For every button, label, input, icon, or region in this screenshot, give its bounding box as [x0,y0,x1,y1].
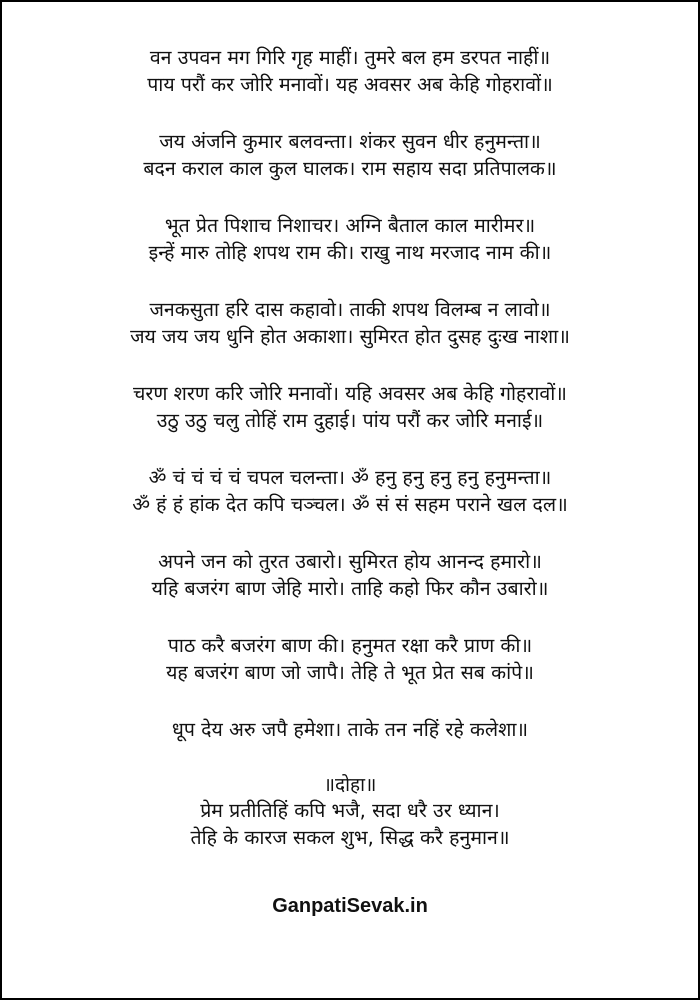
stanza-3 [2,212,698,266]
stanza-9 [2,716,698,743]
stanza-2 [2,128,698,182]
verse-line: चरण शरण करि जोरि मनावों। यहि अवसर अब केहि गोहरावों॥ [133,382,567,405]
stanza-1 [2,44,698,98]
verse-line: उठु उठु चलु तोहिं राम दुहाई। पांय परौं कर जोरि मनाई॥ [156,409,544,432]
site-watermark: GanpatiSevak.in [272,895,428,917]
verse-line: धूप देय अरु जपै हमेशा। ताके तन नहिं रहे कलेशा॥ [171,718,529,741]
verse-line: बदन कराल काल कुल घालक। राम सहाय सदा प्रतिपालक॥ [143,157,557,180]
doha-line: प्रेम प्रतीतिहिं कपि भजै, सदा धरै उर ध्यान। [200,799,500,822]
verse-line: ॐ हं हं हांक देत कपि चञ्चल। ॐ सं सं सहम पराने खल दल॥ [132,493,568,516]
verse-line: भूत प्रेत पिशाच निशाचर। अग्नि बैताल काल मारीमर॥ [164,214,536,237]
verse-line: पाठ करै बजरंग बाण की। हनुमत रक्षा करै प्राण की॥ [167,634,533,657]
stanza-8 [2,632,698,686]
stanza-4 [2,296,698,350]
doha-section [2,773,698,851]
verse-line: अपने जन को तुरत उबारो। सुमिरत होय आनन्द हमारो॥ [158,550,542,573]
verse-line: ॐ चं चं चं चं चपल चलन्ता। ॐ हनु हनु हनु हनु हनुमन्ता॥ [148,466,552,489]
doha-heading: ॥दोहा॥ [323,774,377,796]
verse-line: जय अंजनि कुमार बलवन्ता। शंकर सुवन धीर हनुमन्ता॥ [159,130,541,153]
doha-line: तेहि के कारज सकल शुभ, सिद्ध करै हनुमान॥ [190,826,510,849]
verse-line: यहि बजरंग बाण जेहि मारो। ताहि कहो फिर कौन उबारो॥ [151,577,549,600]
verse-line: जय जय जय धुनि होत अकाशा। सुमिरत होत दुसह दुःख नाशा॥ [130,325,570,348]
verse-line: पाय परौं कर जोरि मनावों। यह अवसर अब केहि गोहरावों॥ [147,73,553,96]
stanza-6 [2,464,698,518]
verse-line: वन उपवन मग गिरि गृह माहीं। तुमरे बल हम डरपत नाहीं॥ [149,46,551,69]
stanza-7 [2,548,698,602]
stanza-5 [2,380,698,434]
verse-line: जनकसुता हरि दास कहावो। ताकी शपथ विलम्ब न लावो॥ [149,298,551,321]
verse-line: यह बजरंग बाण जो जापै। तेहि ते भूत प्रेत सब कांपे॥ [166,661,534,684]
verse-line: इन्हें मारु तोहि शपथ राम की। राखु नाथ मरजाद नाम की॥ [148,241,552,264]
